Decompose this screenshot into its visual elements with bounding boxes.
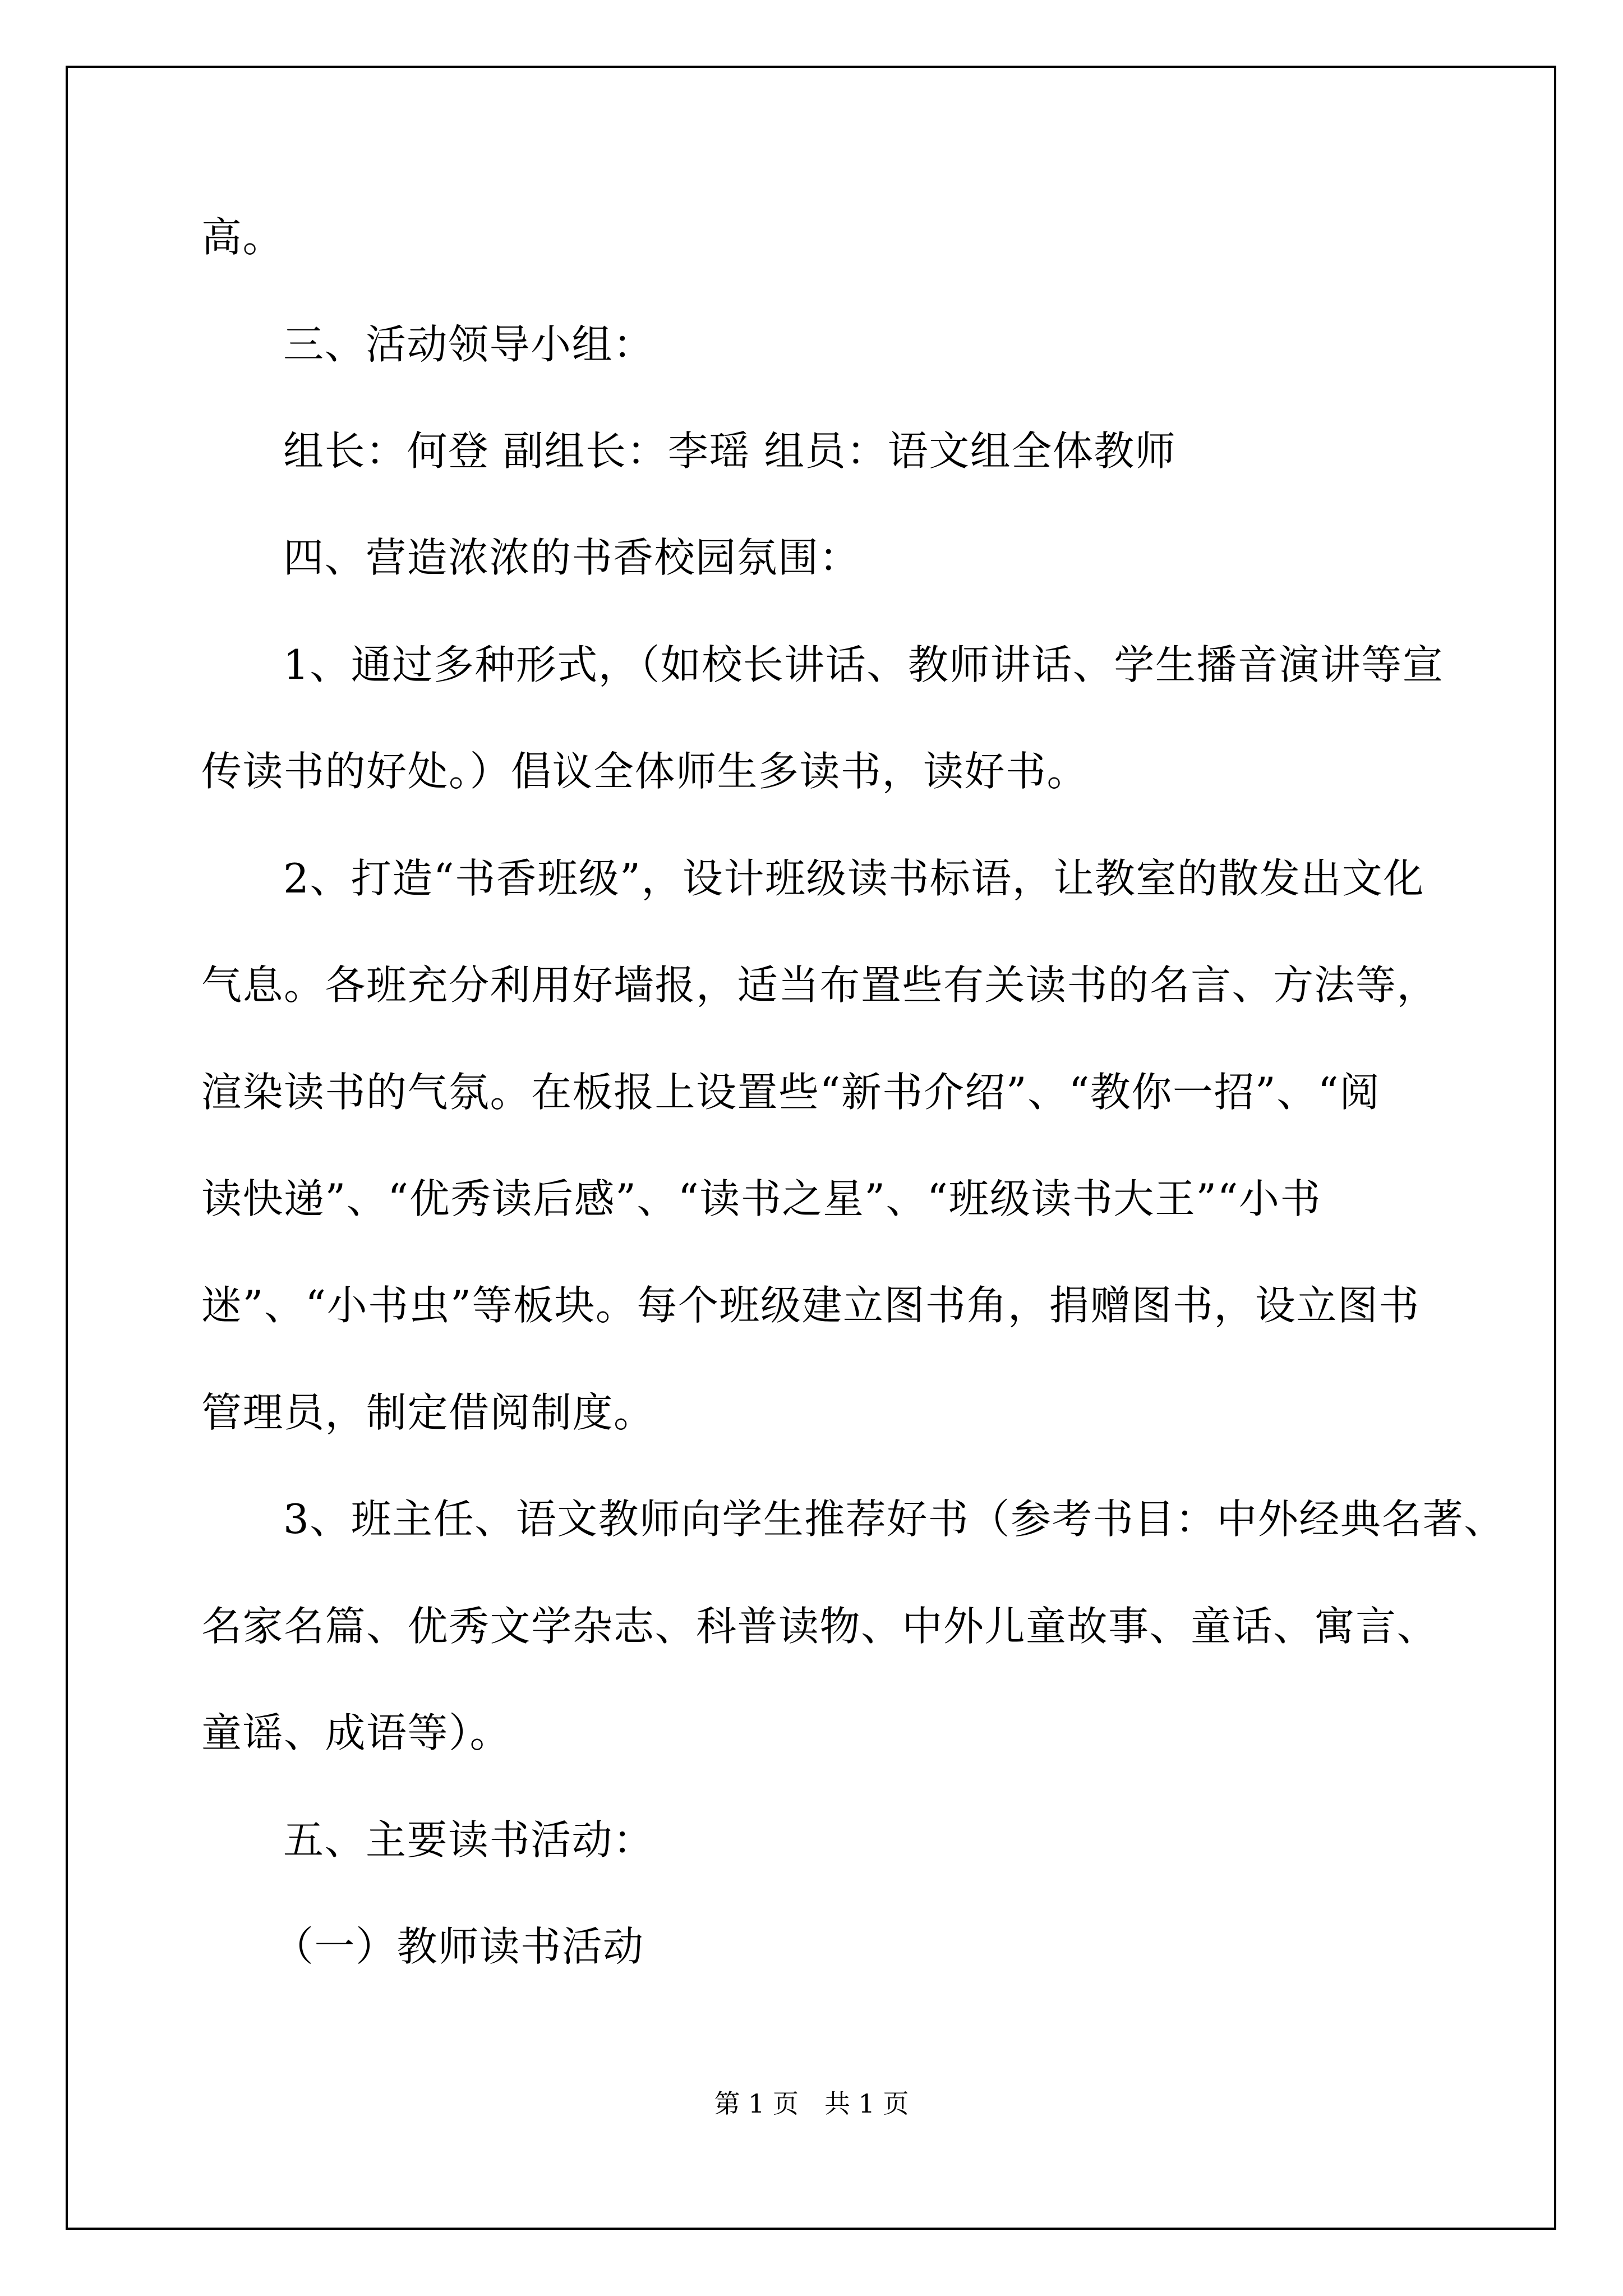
text-line: 管理员，制定借阅制度。 [201,1389,655,1436]
text-line: 气息。各班充分利用好墙报，适当布置些有关读书的名言、方法等， [201,961,1438,1009]
page-footer: 第 1 页 共 1 页 [714,2088,909,2119]
text-line: 读快递”、“优秀读后感”、“读书之星”、“班级读书大王”“小书 [201,1175,1321,1222]
text-line: 2、打造“书香班级”，设计班级读书标语，让教室的散发出文化 [283,855,1424,902]
text-line: 童谣、成语等）。 [201,1709,511,1756]
text-line: 渲染读书的气氛。在板报上设置些“新书介绍”、“教你一招”、“阅 [201,1069,1381,1116]
text-line: 传读书的好处。）倡议全体师生多读书，读好书。 [201,748,1089,795]
page-border [66,66,1556,2230]
text-line: 组长：何登 副组长：李瑶 组员：语文组全体教师 [283,427,1177,475]
text-line: 3、班主任、语文教师向学生推荐好书（参考书目：中外经典名著、 [283,1496,1505,1543]
section-heading: 五、主要读书活动： [283,1816,654,1864]
section-heading: 四、营造浓浓的书香校园氛围： [283,534,861,581]
text-line: 1、通过多种形式，（如校长讲话、教师讲话、学生播音演讲等宣 [283,641,1444,688]
text-line: 迷”、“小书虫”等板块。每个班级建立图书角，捐赠图书，设立图书 [201,1282,1420,1329]
text-line: 名家名篇、优秀文学杂志、科普读物、中外儿童故事、童话、寓言、 [201,1603,1438,1650]
text-line: 高。 [201,214,284,261]
section-heading: 三、活动领导小组： [283,321,654,368]
subsection-heading: （一）教师读书活动 [273,1923,644,1970]
